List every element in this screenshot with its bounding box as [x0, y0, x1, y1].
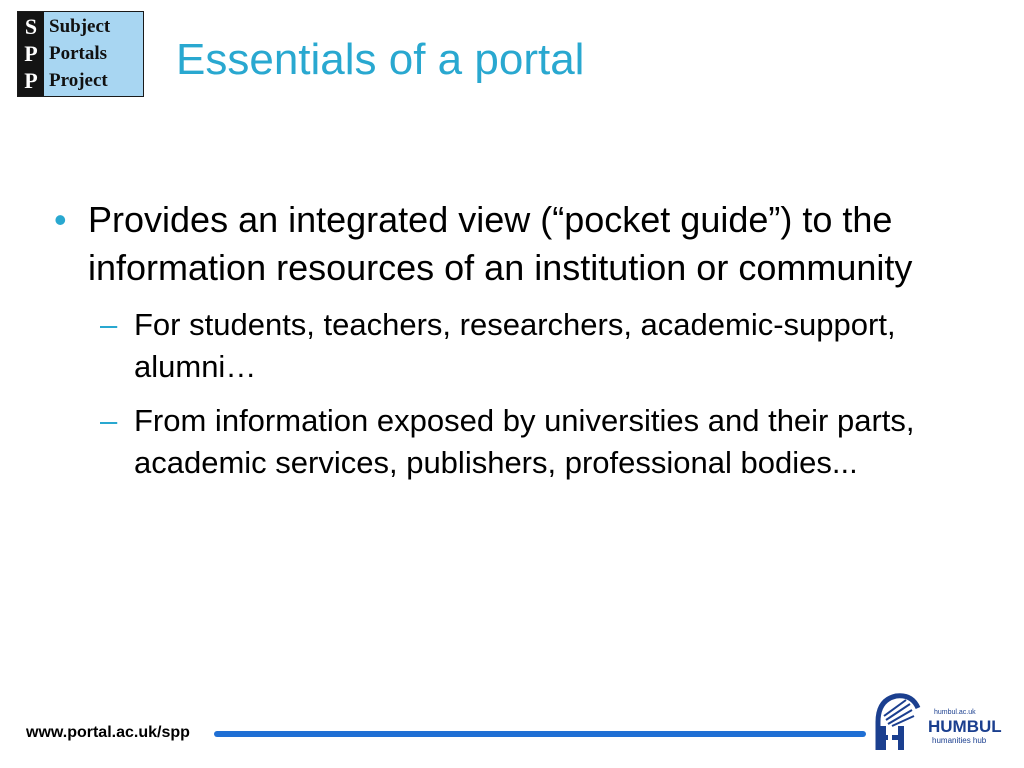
bullet-text: Provides an integrated view (“pocket guide”) to the information resources of an institution or community	[88, 199, 913, 288]
logo-word-portals: Portals	[49, 42, 108, 64]
dash-marker: –	[100, 403, 118, 438]
sub-bullet-item	[0, 304, 1024, 388]
logo-word-project: Project	[49, 70, 108, 92]
bullet-list	[0, 196, 1024, 484]
humbul-tagline: humanities hub	[932, 736, 987, 745]
humbul-logo	[872, 692, 1002, 752]
dash-marker: –	[100, 307, 118, 342]
footer-url-link[interactable]: www.portal.ac.uk/spp	[26, 724, 190, 741]
bullet-marker: •	[54, 199, 67, 240]
humbul-name: HUMBUL	[928, 717, 1002, 736]
slide-title: Essentials of a portal	[176, 35, 585, 84]
logo-letters	[18, 12, 44, 96]
sub-bullet-item	[0, 400, 1024, 484]
bullet-item	[0, 196, 1024, 292]
spp-logo	[17, 11, 144, 97]
humbul-small-text: humbul.ac.uk	[934, 709, 976, 716]
logo-letter-p1: P	[24, 40, 38, 66]
logo-word-subject: Subject	[49, 15, 111, 37]
footer-divider	[214, 731, 866, 737]
logo-letter-s: S	[24, 14, 38, 40]
sub-bullet-text: From information exposed by universities and their parts, academic services, publishers, professional bodies...	[134, 403, 915, 480]
logo-letter-p2: P	[24, 67, 38, 93]
logo-words	[44, 12, 143, 96]
sub-bullet-text: For students, teachers, researchers, academic-support, alumni…	[134, 307, 896, 384]
humbul-emblem-icon	[878, 696, 918, 750]
